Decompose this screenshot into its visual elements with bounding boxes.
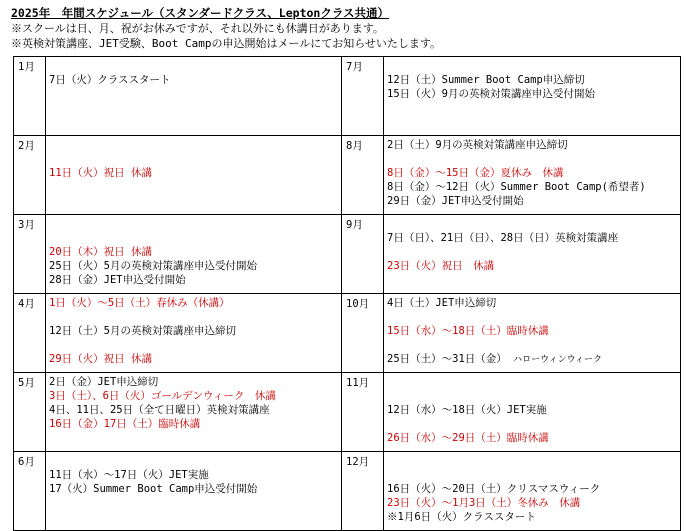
event-line <box>387 59 677 73</box>
halloween-week-label: ハローウィンウィーク <box>513 355 603 365</box>
event-line: 4日、11日、25日（全て日曜日）英検対策講座 <box>49 404 270 416</box>
event-line-holiday: 1日（火）～5日（土）春休み（休講） <box>49 297 230 309</box>
event-line <box>49 217 338 231</box>
event-line: 12日（土）5月の英検対策講座申込締切 <box>49 325 236 337</box>
row-apr-oct <box>14 294 681 373</box>
event-line: 12日（水）～18日（火）JET実施 <box>387 404 547 416</box>
note-announcements: ※英検対策講座、JET受験、Boot Campの申込開始はメールにてお知らせいたします。 <box>11 37 442 50</box>
month-label-aug: 8月 <box>342 136 384 215</box>
event-line: 2日（土）9月の英検対策講座申込締切 <box>387 139 568 151</box>
event-line: 17（火）Summer Boot Camp申込受付開始 <box>49 483 258 495</box>
event-line: 29日（金）JET申込受付開始 <box>387 195 524 207</box>
event-line: 8日（金）～12日（火）Summer Boot Camp(希望者) <box>387 181 646 193</box>
page-title: 2025年 年間スケジュール（スタンダードクラス、Leptonクラス共通） <box>11 6 390 20</box>
event-line <box>387 152 677 166</box>
event-line: 12日（土）Summer Boot Camp申込締切 <box>387 74 585 86</box>
event-line <box>49 454 338 468</box>
month-label-jun: 6月 <box>14 452 46 531</box>
row-jun-dec <box>14 452 681 531</box>
month-label-nov: 11月 <box>342 373 384 452</box>
event-line: 25日（火）5月の英検対策講座申込受付開始 <box>49 260 257 272</box>
event-line-holiday: 20日（木）祝日 休講 <box>49 246 152 258</box>
event-line-holiday: 23日（火）祝日 休講 <box>387 260 495 272</box>
event-line <box>387 417 677 431</box>
event-line <box>49 231 338 245</box>
event-line <box>49 59 338 73</box>
event-line: 7日（火）クラススタート <box>49 74 171 86</box>
event-line <box>387 375 677 389</box>
month-label-apr: 4月 <box>14 294 46 373</box>
month-label-dec: 12月 <box>342 452 384 531</box>
month-label-feb: 2月 <box>14 136 46 215</box>
event-line: 15日（火）9月の英検対策講座申込受付開始 <box>387 88 595 100</box>
events-sep <box>384 215 681 294</box>
row-feb-aug <box>14 136 681 215</box>
event-line-holiday: 26日（水）～29日（土）臨時休講 <box>387 432 549 444</box>
row-may-nov <box>14 373 681 452</box>
schedule-table <box>13 56 681 531</box>
events-jan <box>46 57 342 136</box>
events-mar <box>46 215 342 294</box>
event-line-holiday: 11日（火）祝日 休講 <box>49 167 152 179</box>
events-apr <box>46 294 342 373</box>
events-oct <box>384 294 681 373</box>
month-label-jan: 1月 <box>14 57 46 136</box>
event-line <box>49 338 338 352</box>
month-label-mar: 3月 <box>14 215 46 294</box>
month-label-oct: 10月 <box>342 294 384 373</box>
event-line-holiday: 8日（金）～15日（金）夏休み 休講 <box>387 167 564 179</box>
event-dates: 25日（土）～31日（金） <box>387 353 507 365</box>
month-label-may: 5月 <box>14 373 46 452</box>
event-line <box>387 389 677 403</box>
month-label-sep: 9月 <box>342 215 384 294</box>
events-may <box>46 373 342 452</box>
event-line <box>49 138 338 152</box>
event-line-holiday: 3日（土）、6日（火）ゴールデンウィーク 休講 <box>49 390 276 402</box>
event-line: 7日（日）、21日（日）、28日（日）英検対策講座 <box>387 232 619 244</box>
events-nov <box>384 373 681 452</box>
event-line-holiday: 29日（火）祝日 休講 <box>49 353 152 365</box>
events-aug <box>384 136 681 215</box>
event-line <box>387 217 677 231</box>
event-line <box>49 310 338 324</box>
event-line: 2日（金）JET申込締切 <box>49 376 159 388</box>
event-line <box>387 454 677 468</box>
events-jul <box>384 57 681 136</box>
event-line-holiday: 16日（金）17日（土）臨時休講 <box>49 418 201 430</box>
events-feb <box>46 136 342 215</box>
row-jan-jul <box>14 57 681 136</box>
month-label-jul: 7月 <box>342 57 384 136</box>
event-line-holiday: 23日（火）～1月3日（土）冬休み 休講 <box>387 497 581 509</box>
event-line <box>387 245 677 259</box>
event-line: 4日（土）JET申込締切 <box>387 297 497 309</box>
event-line-holiday: 15日（水）～18日（土）臨時休講 <box>387 325 549 337</box>
row-mar-sep <box>14 215 681 294</box>
event-line <box>387 352 677 366</box>
event-line <box>387 338 677 352</box>
event-line <box>387 468 677 482</box>
events-jun <box>46 452 342 531</box>
event-line: 28日（金）JET申込受付開始 <box>49 274 186 286</box>
event-line: 16日（火）～20日（土）クリスマスウィーク <box>387 483 601 495</box>
event-line: 11日（水）～17日（火）JET実施 <box>49 469 209 481</box>
event-line <box>387 310 677 324</box>
event-line: ※1月6日（火）クラススタート <box>387 511 536 523</box>
events-dec <box>384 452 681 531</box>
note-closures: ※スクールは日、月、祝がお休みですが、それ以外にも休講日があります。 <box>11 22 384 35</box>
event-line <box>49 152 338 166</box>
